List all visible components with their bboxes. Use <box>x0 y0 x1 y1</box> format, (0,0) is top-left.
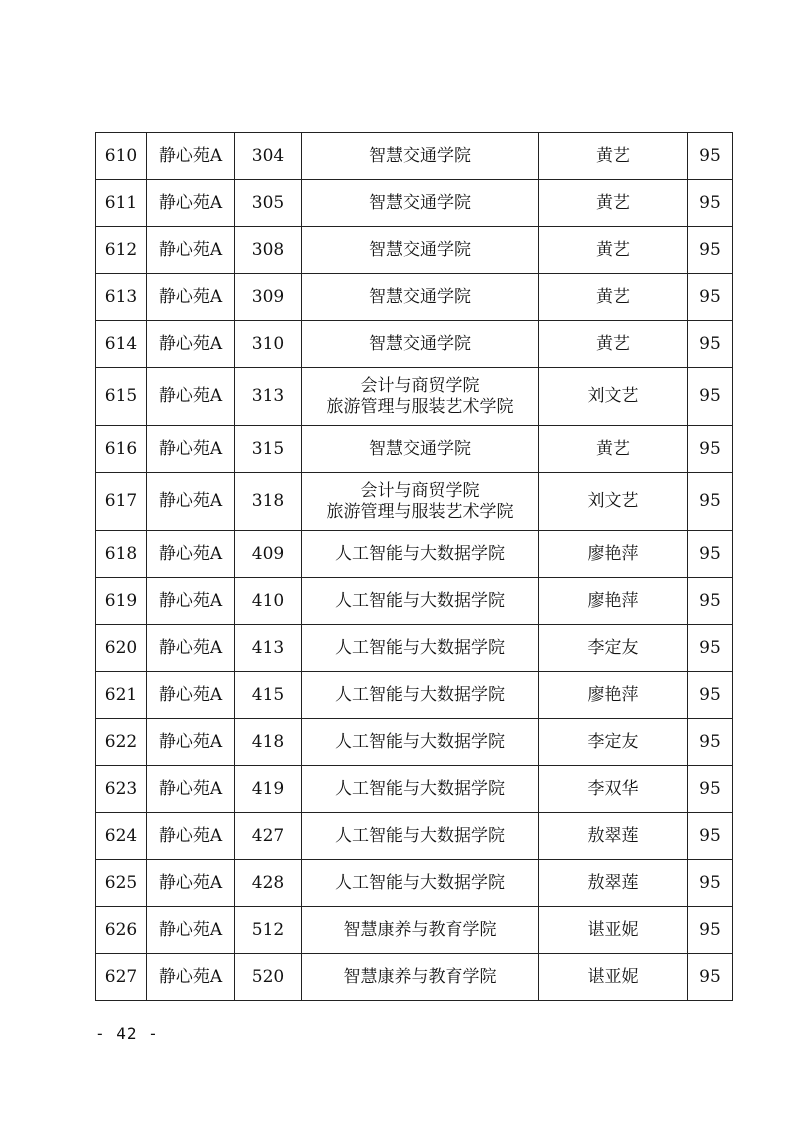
room-number-cell: 419 <box>235 766 302 813</box>
row-number-cell: 610 <box>96 133 147 180</box>
building-cell: 静心苑A <box>147 426 235 473</box>
table-row <box>96 274 733 321</box>
table-row <box>96 954 733 1001</box>
department-cell <box>302 719 539 766</box>
department-name: 人工智能与大数据学院 <box>335 872 505 893</box>
building-cell: 静心苑A <box>147 813 235 860</box>
row-number-cell: 620 <box>96 625 147 672</box>
person-in-charge-cell: 李定友 <box>539 625 688 672</box>
person-in-charge-cell: 廖艳萍 <box>539 578 688 625</box>
score-cell: 95 <box>688 672 733 719</box>
department-name: 旅游管理与服装艺术学院 <box>326 396 514 417</box>
score-cell: 95 <box>688 813 733 860</box>
department-name: 人工智能与大数据学院 <box>335 731 505 752</box>
room-number-cell: 428 <box>235 860 302 907</box>
department-cell <box>302 860 539 907</box>
score-cell: 95 <box>688 368 733 426</box>
score-cell: 95 <box>688 719 733 766</box>
person-in-charge-cell: 谌亚妮 <box>539 907 688 954</box>
building-cell: 静心苑A <box>147 473 235 531</box>
row-number-cell: 619 <box>96 578 147 625</box>
building-cell: 静心苑A <box>147 954 235 1001</box>
building-cell: 静心苑A <box>147 907 235 954</box>
row-number-cell: 626 <box>96 907 147 954</box>
department-cell <box>302 531 539 578</box>
row-number-cell: 622 <box>96 719 147 766</box>
department-name: 智慧交通学院 <box>369 286 471 307</box>
room-number-cell: 308 <box>235 227 302 274</box>
score-cell: 95 <box>688 321 733 368</box>
room-number-cell: 304 <box>235 133 302 180</box>
table-row <box>96 578 733 625</box>
room-number-cell: 315 <box>235 426 302 473</box>
score-cell: 95 <box>688 133 733 180</box>
room-number-cell: 413 <box>235 625 302 672</box>
row-number-cell: 617 <box>96 473 147 531</box>
building-cell: 静心苑A <box>147 766 235 813</box>
department-cell <box>302 672 539 719</box>
building-cell: 静心苑A <box>147 321 235 368</box>
department-name: 会计与商贸学院 <box>360 375 480 396</box>
table-row <box>96 625 733 672</box>
department-name: 会计与商贸学院 <box>360 480 480 501</box>
table-body <box>96 133 733 1001</box>
building-cell: 静心苑A <box>147 531 235 578</box>
row-number-cell: 614 <box>96 321 147 368</box>
person-in-charge-cell: 谌亚妮 <box>539 954 688 1001</box>
room-number-cell: 418 <box>235 719 302 766</box>
table-row <box>96 860 733 907</box>
building-cell: 静心苑A <box>147 625 235 672</box>
department-name: 人工智能与大数据学院 <box>335 825 505 846</box>
room-number-cell: 520 <box>235 954 302 1001</box>
department-name: 人工智能与大数据学院 <box>335 778 505 799</box>
department-name: 人工智能与大数据学院 <box>335 637 505 658</box>
room-number-cell: 313 <box>235 368 302 426</box>
department-name: 人工智能与大数据学院 <box>335 543 505 564</box>
room-number-cell: 309 <box>235 274 302 321</box>
score-cell: 95 <box>688 531 733 578</box>
person-in-charge-cell: 黄艺 <box>539 321 688 368</box>
score-cell: 95 <box>688 766 733 813</box>
department-cell <box>302 766 539 813</box>
room-number-cell: 410 <box>235 578 302 625</box>
person-in-charge-cell: 黄艺 <box>539 227 688 274</box>
building-cell: 静心苑A <box>147 274 235 321</box>
department-cell <box>302 954 539 1001</box>
department-cell <box>302 368 539 426</box>
row-number-cell: 624 <box>96 813 147 860</box>
row-number-cell: 621 <box>96 672 147 719</box>
department-name: 智慧交通学院 <box>369 145 471 166</box>
table-row <box>96 473 733 531</box>
building-cell: 静心苑A <box>147 227 235 274</box>
table-row <box>96 766 733 813</box>
room-number-cell: 427 <box>235 813 302 860</box>
score-cell: 95 <box>688 227 733 274</box>
score-cell: 95 <box>688 473 733 531</box>
department-cell <box>302 813 539 860</box>
table-row <box>96 531 733 578</box>
person-in-charge-cell: 刘文艺 <box>539 473 688 531</box>
person-in-charge-cell: 廖艳萍 <box>539 672 688 719</box>
room-number-cell: 305 <box>235 180 302 227</box>
score-cell: 95 <box>688 426 733 473</box>
score-cell: 95 <box>688 954 733 1001</box>
person-in-charge-cell: 黄艺 <box>539 426 688 473</box>
department-cell <box>302 321 539 368</box>
score-cell: 95 <box>688 907 733 954</box>
person-in-charge-cell: 李双华 <box>539 766 688 813</box>
page-number: - 42 - <box>95 1024 159 1043</box>
person-in-charge-cell: 刘文艺 <box>539 368 688 426</box>
department-name: 智慧交通学院 <box>369 333 471 354</box>
department-name: 智慧康养与教育学院 <box>343 919 497 940</box>
table-row <box>96 719 733 766</box>
room-number-cell: 415 <box>235 672 302 719</box>
table-row <box>96 368 733 426</box>
building-cell: 静心苑A <box>147 368 235 426</box>
department-cell <box>302 426 539 473</box>
department-name: 智慧康养与教育学院 <box>343 966 497 987</box>
table-row <box>96 133 733 180</box>
room-number-cell: 409 <box>235 531 302 578</box>
score-cell: 95 <box>688 578 733 625</box>
table-row <box>96 227 733 274</box>
department-cell <box>302 473 539 531</box>
table-row <box>96 321 733 368</box>
person-in-charge-cell: 黄艺 <box>539 274 688 321</box>
department-cell <box>302 907 539 954</box>
score-cell: 95 <box>688 860 733 907</box>
department-name: 人工智能与大数据学院 <box>335 590 505 611</box>
building-cell: 静心苑A <box>147 672 235 719</box>
table-row <box>96 813 733 860</box>
room-number-cell: 318 <box>235 473 302 531</box>
room-number-cell: 310 <box>235 321 302 368</box>
score-cell: 95 <box>688 274 733 321</box>
row-number-cell: 616 <box>96 426 147 473</box>
department-cell <box>302 227 539 274</box>
department-name: 智慧交通学院 <box>369 239 471 260</box>
table-row <box>96 180 733 227</box>
table-row <box>96 426 733 473</box>
person-in-charge-cell: 李定友 <box>539 719 688 766</box>
department-name: 智慧交通学院 <box>369 438 471 459</box>
building-cell: 静心苑A <box>147 719 235 766</box>
department-name: 智慧交通学院 <box>369 192 471 213</box>
person-in-charge-cell: 敖翠莲 <box>539 860 688 907</box>
person-in-charge-cell: 黄艺 <box>539 180 688 227</box>
row-number-cell: 612 <box>96 227 147 274</box>
building-cell: 静心苑A <box>147 180 235 227</box>
row-number-cell: 618 <box>96 531 147 578</box>
table-row <box>96 672 733 719</box>
row-number-cell: 611 <box>96 180 147 227</box>
person-in-charge-cell: 敖翠莲 <box>539 813 688 860</box>
department-cell <box>302 274 539 321</box>
building-cell: 静心苑A <box>147 578 235 625</box>
score-cell: 95 <box>688 180 733 227</box>
score-cell: 95 <box>688 625 733 672</box>
row-number-cell: 627 <box>96 954 147 1001</box>
row-number-cell: 613 <box>96 274 147 321</box>
row-number-cell: 615 <box>96 368 147 426</box>
department-cell <box>302 578 539 625</box>
department-cell <box>302 625 539 672</box>
building-cell: 静心苑A <box>147 133 235 180</box>
room-number-cell: 512 <box>235 907 302 954</box>
row-number-cell: 623 <box>96 766 147 813</box>
department-cell <box>302 180 539 227</box>
department-cell <box>302 133 539 180</box>
department-name: 旅游管理与服装艺术学院 <box>326 501 514 522</box>
dormitory-score-table <box>95 132 733 1001</box>
department-name: 人工智能与大数据学院 <box>335 684 505 705</box>
building-cell: 静心苑A <box>147 860 235 907</box>
person-in-charge-cell: 黄艺 <box>539 133 688 180</box>
row-number-cell: 625 <box>96 860 147 907</box>
table-row <box>96 907 733 954</box>
person-in-charge-cell: 廖艳萍 <box>539 531 688 578</box>
